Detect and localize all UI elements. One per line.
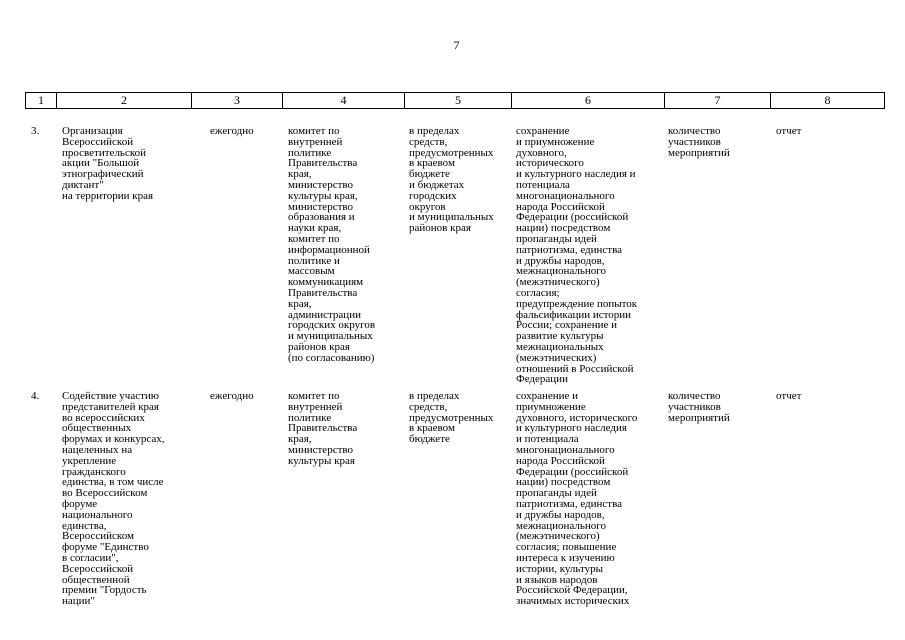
- header-cell-2: 2: [57, 93, 192, 109]
- indicator: количество участников мероприятий: [668, 390, 730, 424]
- funding-source: в пределах средств, предусмотренных в краевом бюджете и бюджетах городских округов и муниципальных районов края: [409, 125, 494, 235]
- expected-result: сохранение и приумножение духовного, исторического и культурного наследия и потенциала многонационального народа Российской Федерации (российской нации) посредством пропаганды идей патриотизма, единства и дружбы народов, межнационального (межэтнического) согласия; повышение интереса к изучению истории, культуры и языков народов Российской Федерации, значимых исторических: [516, 390, 638, 608]
- indicator: количество участников мероприятий: [668, 125, 730, 159]
- column-number-header: [25, 92, 885, 109]
- row-number: 4.: [31, 390, 40, 402]
- header-cell-4: 4: [283, 93, 405, 109]
- header-cell-8: 8: [771, 93, 885, 109]
- report-form: отчет: [776, 125, 802, 137]
- expected-result: сохранение и приумножение духовного, исторического и культурного наследия и потенциала многонационального народа Российской Федерации (российской нации) посредством пропаганды идей патриотизма, единства и дружбы народов, межнационального (межэтнического) согласия; предупреждение попыток фальсификации истории России; сохранение и развитие культуры межнациональных (межэтнических) отношений в Российской Федерации: [516, 125, 638, 386]
- event-name: Содействие участию представителей края во всероссийских общественных форумах и конкурсах, нацеленных на укрепление гражданского единства, в том числе во Всероссийском форуме национального единства, Всероссийском форуме "Единство в согласии", Всероссийской общественной премии "Гордость нации": [62, 390, 165, 608]
- report-form: отчет: [776, 390, 802, 402]
- header-cell-1: 1: [26, 93, 57, 109]
- row-number: 3.: [31, 125, 40, 137]
- executors: комитет по внутренней политике Правительства края, министерство культуры края, министерство образования и науки края, комитет по информационной политике и массовым коммуникациям Правительства края, администрации городских округов и муниципальных районов края (по согласованию): [288, 125, 376, 364]
- period: ежегодно: [210, 390, 254, 402]
- header-cell-7: 7: [665, 93, 771, 109]
- executors: комитет по внутренней политике Правительства края, министерство культуры края: [288, 390, 358, 467]
- header-cell-3: 3: [192, 93, 283, 109]
- event-name: Организация Всероссийской просветительской акции "Большой этнографический диктант" на территории края: [62, 125, 154, 202]
- funding-source: в пределах средств, предусмотренных в краевом бюджете: [409, 390, 494, 446]
- header-cell-6: 6: [512, 93, 665, 109]
- header-cell-5: 5: [405, 93, 512, 109]
- header-row: [26, 93, 885, 109]
- page-number: 7: [453, 38, 460, 52]
- period: ежегодно: [210, 125, 254, 137]
